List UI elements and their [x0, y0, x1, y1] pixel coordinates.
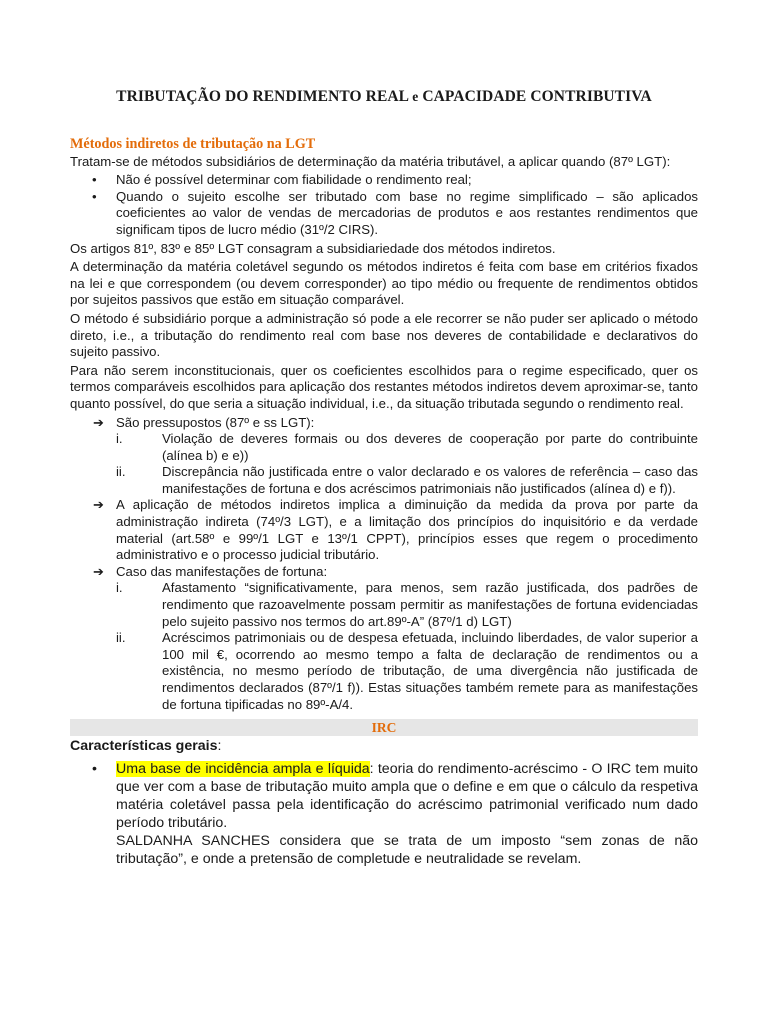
bullet-continuation: SALDANHA SANCHES considera que se trata de um imposto “sem zonas de não tributação”, e onde a pretensão de completude e neutralidade se revelam. [116, 832, 698, 867]
bullet-icon: • [92, 760, 97, 777]
arrow-item-text: Caso das manifestações de fortuna: [116, 563, 328, 579]
highlighted-text: Uma base de incidência ampla e líquida [116, 760, 370, 777]
intro-paragraph: Tratam-se de métodos subsidiários de determinação da matéria tributável, a aplicar quando (87º LGT): [70, 153, 671, 169]
roman-list-item [70, 464, 698, 497]
document-body [70, 136, 698, 868]
title-part-2: e [412, 89, 419, 104]
roman-numeral: ii. [116, 630, 126, 646]
title-part-3: CAPACIDADE CONTRIBUTIVA [422, 88, 652, 105]
arrow-right-icon: ➔ [93, 414, 104, 430]
bullet-icon: • [92, 172, 97, 188]
roman-list-item [70, 580, 698, 630]
roman-list-item [70, 431, 698, 464]
paragraph: A determinação da matéria coletável segundo os métodos indiretos é feita com base em critérios fixados na lei e que correspondem (ou devem corresponder) ao tipo médio ou frequente de rendimentos obtidos por sujeitos passivos que estão em situação comparável. [70, 259, 698, 308]
arrow-item-pressupostos [70, 415, 698, 432]
bullet-text: Não é possível determinar com fiabilidade o rendimento real; [116, 172, 472, 188]
subheading-caracteristicas [70, 738, 698, 755]
arrow-right-icon: ➔ [93, 497, 104, 513]
roman-list-item [70, 630, 698, 713]
subheading-text: Características gerais [70, 738, 218, 755]
bullet-item [70, 172, 698, 189]
paragraph: Os artigos 81º, 83º e 85º LGT consagram a subsidiariedade dos métodos indiretos. [70, 240, 556, 256]
roman-item-text: Discrepância não justificada entre o valor declarado e os valores de referência – caso das manifestações de fortuna e dos acréscimos patrimoniais não justificados (alínea d) e f)). [162, 464, 698, 496]
arrow-right-icon: ➔ [93, 563, 104, 579]
paragraph: Para não serem inconstitucionais, quer os coeficientes escolhidos para o regime especificado, quer os termos comparáveis escolhidos para aplicação dos restantes métodos indiretos devem aproximar-se, tanto quanto possível, do que seria a situação individual, i.e., da situação tributada segundo o rendimento real. [70, 362, 698, 411]
section-heading-metodos: Métodos indiretos de tributação na LGT [70, 136, 316, 152]
arrow-item-aplicacao [70, 497, 698, 563]
arrow-item-text: A aplicação de métodos indiretos implica a diminuição da medida da prova por parte da administração indireta (74º/3 LGT), e a limitação dos princípios do inquisitório e da verdade material (art.58º e 99º/1 LGT e 13º/1 CPPT), princípios esses que regem o procedimento administrativo e o processo judicial tributário. [116, 497, 698, 563]
roman-numeral: i. [116, 580, 123, 596]
bullet-text: : teoria do rendimento-acréscimo - O IRC tem muito que ver com a base de tributação muito ampla que o define e em que o cálculo da respetiva matéria coletável passa pela identificação do acréscimo patrimonial verificado num dado período tributário. [116, 760, 698, 831]
roman-numeral: i. [116, 431, 123, 447]
bullet-text: Quando o sujeito escolhe ser tributado com base no regime simplificado – são aplicados coeficientes ao valor de vendas de mercadorias de produtos e aos restantes rendimentos que significam tipos de lucro médio (31º/2 CIRS). [116, 188, 698, 237]
roman-item-text: Acréscimos patrimoniais ou de despesa efetuada, incluindo liberdades, de valor superior a 100 mil €, ocorrendo ao mesmo tempo a falta de declaração de rendimentos ou a existência, no mesmo período de tributação, de uma divergência não justificada de rendimentos declarados (87º/1 f)). Estas situações também remete para as manifestações de fortuna tipificadas no 89º-A/4. [162, 630, 698, 712]
bullet-item [70, 189, 698, 239]
document-title [0, 88, 768, 106]
roman-numeral: ii. [116, 464, 126, 480]
bullet-icon: • [92, 188, 97, 204]
title-part-1: TRIBUTAÇÃO DO RENDIMENTO REAL [116, 88, 409, 105]
roman-item-text: Afastamento “significativamente, para menos, sem razão justificada, dos padrões de rendimento que razoavelmente possam permitir as manifestações de fortuna evidenciadas pelo sujeito passivo nos termos do art.89º-A” (87º/1 d) LGT) [162, 580, 698, 629]
paragraph: O método é subsidiário porque a administração só pode a ele recorrer se não puder ser aplicado o método direto, i.e., a tributação do rendimento real com base nos deveres de contabilidade e declarativos do sujeito passivo. [70, 310, 698, 360]
section-band-irc: IRC [70, 719, 698, 736]
subheading-colon: : [217, 738, 222, 755]
irc-bullet-block [70, 760, 698, 868]
bullet-item [70, 760, 698, 868]
arrow-item-fortuna [70, 564, 698, 581]
roman-item-text: Violação de deveres formais ou dos deveres de cooperação por parte do contribuinte (alínea b) e e)) [162, 431, 698, 463]
arrow-item-text: São pressupostos (87º e ss LGT): [116, 414, 315, 430]
